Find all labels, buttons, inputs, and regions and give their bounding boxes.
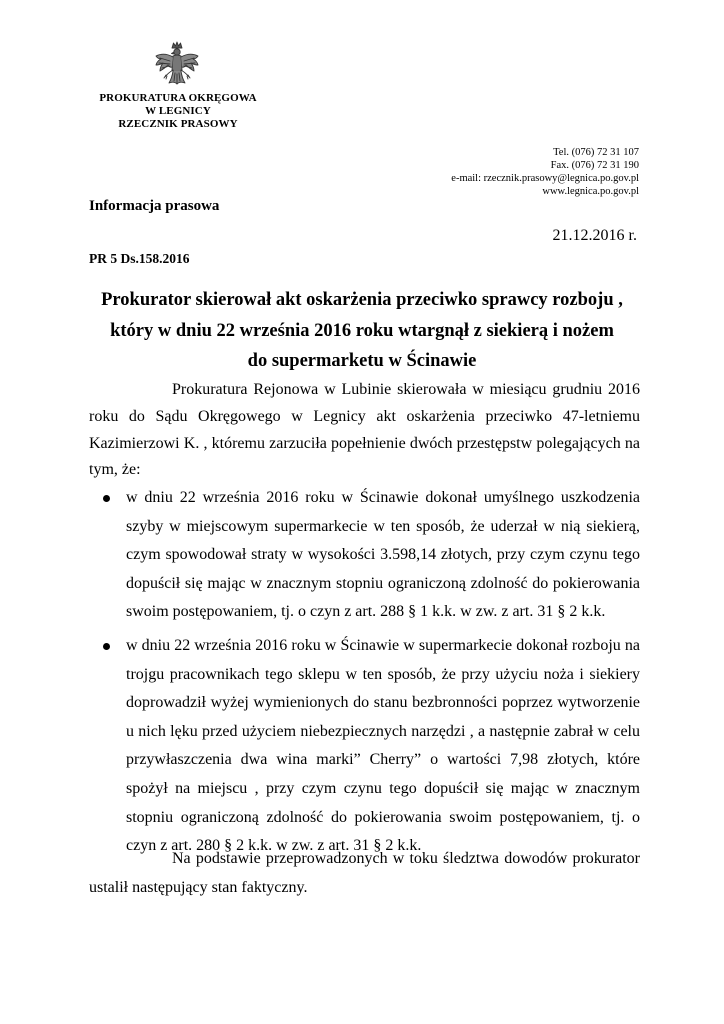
bullet-icon xyxy=(103,643,110,650)
document-type-label: Informacja prasowa xyxy=(89,198,220,214)
organization-department: RZECZNIK PRASOWY xyxy=(118,118,238,130)
organization-name: PROKURATURA OKRĘGOWA xyxy=(99,92,257,104)
charges-list xyxy=(89,484,640,861)
contact-fax: Fax. (076) 72 31 190 xyxy=(550,160,639,171)
title-line-1: Prokurator skierował akt oskarżenia przeciwko sprawcy rozboju , xyxy=(101,290,623,310)
contact-phone: Tel. (076) 72 31 107 xyxy=(553,147,639,158)
title-line-2: który w dniu 22 września 2016 roku wtargnął z siekierą i nożem xyxy=(110,321,614,341)
list-item xyxy=(89,632,640,861)
document-date: 21.12.2016 r. xyxy=(552,227,637,244)
charge-text-2: w dniu 22 września 2016 roku w Ścinawie w supermarkecie dokonał rozboju na trojgu pracownikach tego sklepu w ten sposób, że przy użyciu noża i siekiery doprowadził wyżej wymienionych do stanu bezbronności poprzez wytworzenie u nich lęku przed użyciem niebezpiecznych narzędzi , a następnie zabrał w celu przywłaszczenia dwa wina marki” Cherry” o wartości 7,98 złotych, które spożył na miejscu , przy czym czynu tego dopuścił się mając w znacznym stopniu ograniczoną zdolność do pokierowania swoim postępowaniem, tj. o czyn z art. 280 § 2 k.k. w zw. z art. 31 § 2 k.k. xyxy=(126,636,640,855)
case-number: PR 5 Ds.158.2016 xyxy=(89,251,190,266)
intro-paragraph: Prokuratura Rejonowa w Lubinie skierowała w miesiącu grudniu 2016 roku do Sądu Okręgowego w Legnicy akt oskarżenia przeciwko 47-letniemu Kazimierzowi K. , któremu zarzuciła popełnienie dwóch przestępstw polegających na tym, że: xyxy=(89,381,640,479)
closing-paragraph: Na podstawie przeprowadzonych w toku śledztwa dowodów prokurator ustalił następujący stan faktyczny. xyxy=(89,850,640,896)
organization-city: W LEGNICY xyxy=(145,105,211,117)
title-line-3: do supermarketu w Ścinawie xyxy=(247,351,477,371)
bullet-icon xyxy=(103,495,110,502)
contact-website[interactable]: www.legnica.po.gov.pl xyxy=(542,186,639,197)
charge-text-1: w dniu 22 września 2016 roku w Ścinawie dokonał umyślnego uszkodzenia szyby w miejscowym supermarkecie w ten sposób, że uderzał w nią siekierą, czym spowodował straty w wysokości 3.598,14 złotych, przy czym czynu tego dopuścił się mając w znacznym stopniu ograniczoną zdolność do pokierowania swoim postępowaniem, tj. o czyn z art. 288 § 1 k.k. w zw. z art. 31 § 2 k.k. xyxy=(126,489,640,621)
polish-eagle-emblem-icon xyxy=(152,40,202,92)
list-item xyxy=(89,484,640,627)
contact-email[interactable]: e-mail: rzecznik.prasowy@legnica.po.gov.pl xyxy=(451,173,639,184)
